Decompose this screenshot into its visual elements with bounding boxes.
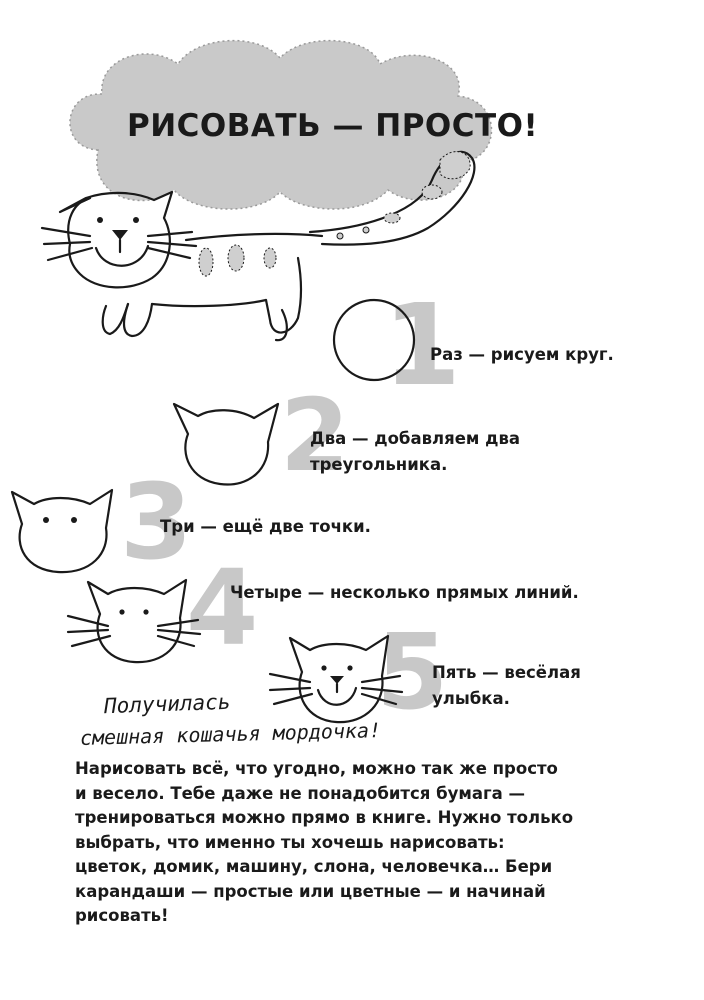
step-5-text — [432, 660, 581, 712]
circle-drawing — [330, 296, 418, 384]
step-2-text — [310, 426, 520, 478]
face-with-eyes-drawing — [8, 484, 118, 576]
step-4-text: Четыре — несколько прямых линий. — [230, 583, 579, 602]
paragraph-line: тренироваться можно прямо в книге. Нужно только — [75, 808, 574, 827]
step-number-1: 1 — [383, 281, 461, 411]
step-number-5: 5 — [376, 611, 449, 733]
handwritten-caption-line-1: Получилась — [103, 689, 231, 719]
paragraph-line: цветок, домик, машину, слона, человечка… Бери — [75, 857, 553, 876]
handwritten-caption-line-2: смешная кошачья мордочка! — [79, 718, 382, 750]
step-2-line-1: Два — добавляем два — [310, 429, 521, 448]
step-3-text: Три — ещё две точки. — [160, 517, 371, 536]
description-paragraph — [75, 757, 580, 929]
step-number-3: 3 — [120, 461, 193, 583]
paragraph-line: рисовать! — [75, 906, 169, 925]
paragraph-line: Нарисовать всё, что угодно, можно так же просто — [75, 759, 558, 778]
step-5-line-1: Пять — весёлая — [432, 663, 581, 682]
paragraph-line: выбрать, что именно ты хочешь нарисовать: — [75, 832, 505, 852]
step-1-text: Раз — рисуем круг. — [430, 345, 614, 364]
step-number-4: 4 — [186, 547, 259, 669]
paragraph-line: карандаши — простые или цветные — и начинай — [75, 881, 546, 901]
step-2-line-2: треугольника. — [310, 455, 448, 474]
step-5-line-2: улыбка. — [432, 689, 510, 708]
cat-face-drawing — [268, 630, 404, 726]
step-number-2: 2 — [280, 377, 350, 494]
paragraph-line: и весело. Тебе даже не понадобится бумага — — [75, 783, 525, 803]
face-with-whiskers-drawing — [66, 574, 202, 666]
page-title: РИСОВАТЬ — ПРОСТО! — [127, 108, 539, 144]
